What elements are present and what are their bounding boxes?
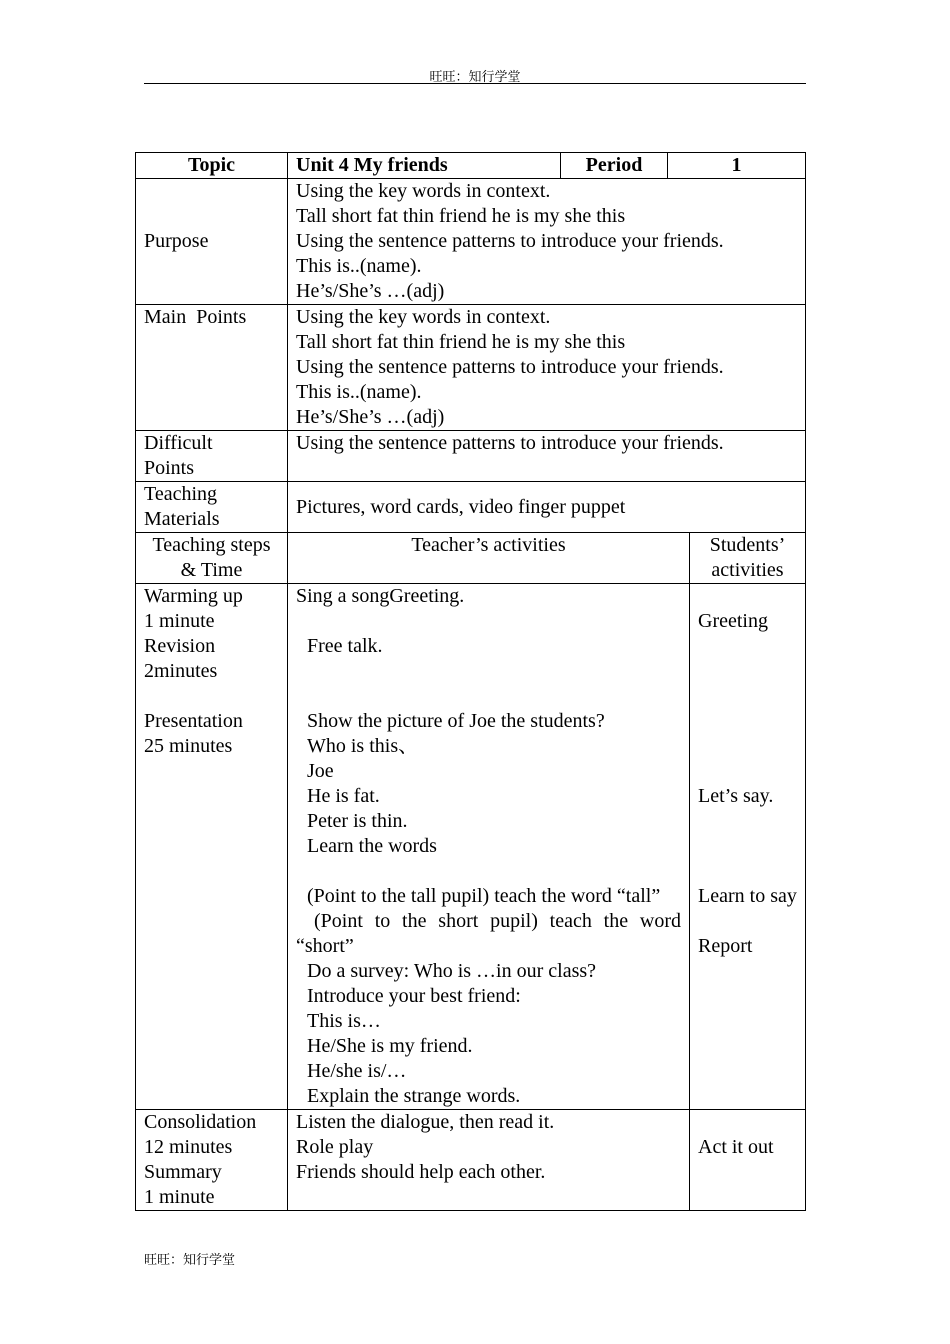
students-header-line: Students’ [709, 534, 786, 556]
teacher-line: Who is this、 [307, 735, 419, 757]
teacher-line: Do a survey: Who is …in our class? [307, 960, 597, 982]
purpose-line: Tall short fat thin friend he is my she this [296, 205, 626, 227]
teacher-line: Show the picture of Joe the students? [307, 710, 605, 732]
consolidation-steps-cell [136, 1110, 288, 1211]
purpose-row [136, 179, 806, 305]
students-act-it-out: Act it out [698, 1136, 774, 1158]
step-line: 12 minutes [144, 1136, 233, 1158]
steps-header-line: & Time [180, 559, 243, 581]
consolidation-teacher-cell [288, 1110, 690, 1211]
purpose-line: This is..(name). [296, 255, 422, 277]
step-line: Summary [144, 1161, 222, 1183]
steps-cell [136, 584, 288, 1110]
topic-label: Topic [136, 153, 288, 179]
main-points-line: Using the sentence patterns to introduce your friends. [296, 356, 724, 378]
teacher-line [296, 659, 681, 684]
step-line: Revision [144, 635, 216, 657]
topic-value: Unit 4 My friends [288, 153, 561, 179]
page-header: 旺旺：知行学堂 [429, 70, 521, 85]
difficult-points-content: Using the sentence patterns to introduce your friends. [288, 431, 806, 482]
purpose-content [288, 179, 806, 305]
purpose-label: Purpose [136, 179, 288, 305]
teacher-line: Friends should help each other. [296, 1161, 546, 1183]
main-points-line: Tall short fat thin friend he is my she this [296, 331, 626, 353]
teacher-paragraph-short: (Point to the short pupil) teach the word “short” [296, 910, 681, 957]
teaching-materials-label [136, 482, 288, 533]
difficult-points-label-line: Points [144, 457, 195, 479]
teacher-line: Explain the strange words. [307, 1085, 521, 1107]
teaching-materials-row [136, 482, 806, 533]
teacher-line: This is… [307, 1010, 381, 1032]
teaching-materials-label-line: Teaching [144, 483, 218, 505]
students-activities-cell [690, 584, 806, 1110]
consolidation-students-cell [690, 1110, 806, 1211]
step-line: Warming up [144, 585, 243, 607]
topic-row [136, 153, 806, 179]
difficult-points-label [136, 431, 288, 482]
steps-header [136, 533, 288, 584]
step-line: 2minutes [144, 660, 218, 682]
main-points-content [288, 305, 806, 431]
step-line: Consolidation [144, 1111, 257, 1133]
teacher-line [296, 859, 681, 884]
students-lets-say: Let’s say. [698, 785, 774, 807]
header-rule [144, 83, 806, 84]
teacher-paragraph-tall: (Point to the tall pupil) teach the word “tall” [307, 885, 661, 907]
teacher-line [296, 684, 681, 709]
teacher-line: Introduce your best friend: [307, 985, 521, 1007]
teacher-line: Learn the words [307, 835, 437, 857]
main-points-line: He’s/She’s …(adj) [296, 406, 445, 428]
students-greeting: Greeting [698, 610, 768, 632]
teacher-line: Free talk. [307, 635, 383, 657]
difficult-points-row [136, 431, 806, 482]
teacher-activities-cell [288, 584, 690, 1110]
teacher-line: Joe [307, 760, 334, 782]
purpose-line: Using the key words in context. [296, 180, 551, 202]
period-value: 1 [668, 153, 806, 179]
teacher-line: He/She is my friend. [307, 1035, 473, 1057]
students-header-line: activities [711, 559, 784, 581]
students-activities-header [690, 533, 806, 584]
teacher-line: Sing a songGreeting. [296, 585, 465, 607]
teaching-materials-content: Pictures, word cards, video finger puppet [288, 482, 806, 533]
step-line: 1 minute [144, 610, 215, 632]
period-label: Period [561, 153, 668, 179]
main-points-label-text: Main Points [144, 306, 247, 328]
step-line: 1 minute [144, 1186, 215, 1208]
teacher-line: Role play [296, 1136, 374, 1158]
main-activities-row [136, 584, 806, 1110]
lesson-plan-table [135, 152, 806, 1211]
difficult-points-label-line: Difficult [144, 432, 213, 454]
purpose-line: He’s/She’s …(adj) [296, 280, 445, 302]
teaching-materials-label-line: Materials [144, 508, 220, 530]
teacher-line: He/she is/… [307, 1060, 407, 1082]
steps-header-row [136, 533, 806, 584]
main-points-row [136, 305, 806, 431]
students-learn-to-say: Learn to say [698, 885, 797, 907]
consolidation-row [136, 1110, 806, 1211]
page-footer: 旺旺：知行学堂 [144, 1253, 236, 1268]
teacher-line [296, 609, 681, 634]
teacher-line: Listen the dialogue, then read it. [296, 1111, 555, 1133]
main-points-label [136, 305, 288, 431]
main-points-line: Using the key words in context. [296, 306, 551, 328]
students-report: Report [698, 935, 753, 957]
step-line: Presentation [144, 710, 243, 732]
teacher-line: Peter is thin. [307, 810, 408, 832]
main-points-line: This is..(name). [296, 381, 422, 403]
step-line: 25 minutes [144, 735, 233, 757]
teacher-line: He is fat. [307, 785, 380, 807]
teacher-activities-header: Teacher’s activities [288, 533, 690, 584]
step-line [144, 684, 279, 709]
purpose-line: Using the sentence patterns to introduce your friends. [296, 230, 724, 252]
steps-header-line: Teaching steps [152, 534, 271, 556]
